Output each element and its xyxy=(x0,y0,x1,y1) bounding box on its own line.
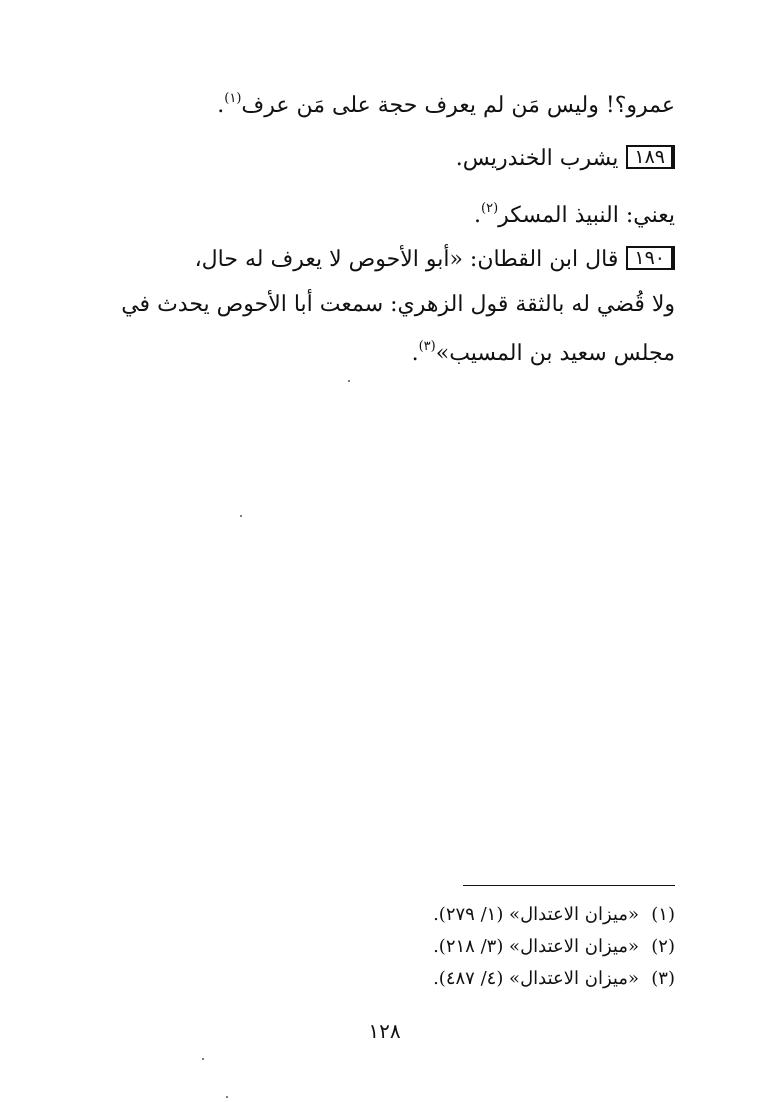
body-line-3 xyxy=(275,194,675,231)
punctuation: . xyxy=(474,203,482,228)
footnote-number: (٣) xyxy=(651,968,675,989)
entry-number-box: ١٨٩ xyxy=(626,145,675,169)
body-line-1 xyxy=(155,84,675,121)
footnote-number: (٢) xyxy=(651,936,675,957)
entry-189 xyxy=(275,144,675,174)
scan-speck xyxy=(240,515,242,517)
footnote-ref: (٣) xyxy=(418,339,436,354)
punctuation: . xyxy=(217,93,225,118)
body-line-5 xyxy=(75,290,675,320)
body-line-6 xyxy=(275,332,675,369)
body-text: مجلس سعيد بن المسيب» xyxy=(435,341,675,366)
entry-number-box: ١٩٠ xyxy=(626,246,675,270)
scan-speck xyxy=(348,380,350,382)
footnote-text: «ميزان الاعتدال» (٤/ ٤٨٧). xyxy=(433,968,639,989)
body-text: ولا قُضي له بالثقة قول الزهري: سمعت أبا الأحوص يحدث في xyxy=(121,292,675,317)
footnote-text: «ميزان الاعتدال» (٣/ ٢١٨). xyxy=(433,936,639,957)
footnote-text: «ميزان الاعتدال» (١/ ٢٧٩). xyxy=(433,904,639,925)
body-text: يعني: النبيذ المسكر xyxy=(498,203,675,228)
scan-speck xyxy=(226,1096,228,1098)
entry-text: يشرب الخندريس. xyxy=(455,146,619,171)
punctuation: . xyxy=(411,341,419,366)
entry-190 xyxy=(75,245,675,275)
footnote-number: (١) xyxy=(651,904,675,925)
footnote-2 xyxy=(375,934,675,960)
scan-speck xyxy=(202,1058,204,1060)
footnote-1 xyxy=(375,902,675,928)
footnote-ref: (٢) xyxy=(481,201,499,216)
entry-text: قال ابن القطان: «أبو الأحوص لا يعرف له حال، xyxy=(194,247,619,272)
footnote-separator xyxy=(463,885,675,886)
page-number: ١٢٨ xyxy=(368,1019,401,1043)
footnote-ref: (١) xyxy=(224,91,242,106)
body-text: عمرو؟! وليس مَن لم يعرف حجة على مَن عرف xyxy=(241,93,675,118)
footnote-3 xyxy=(375,966,675,992)
